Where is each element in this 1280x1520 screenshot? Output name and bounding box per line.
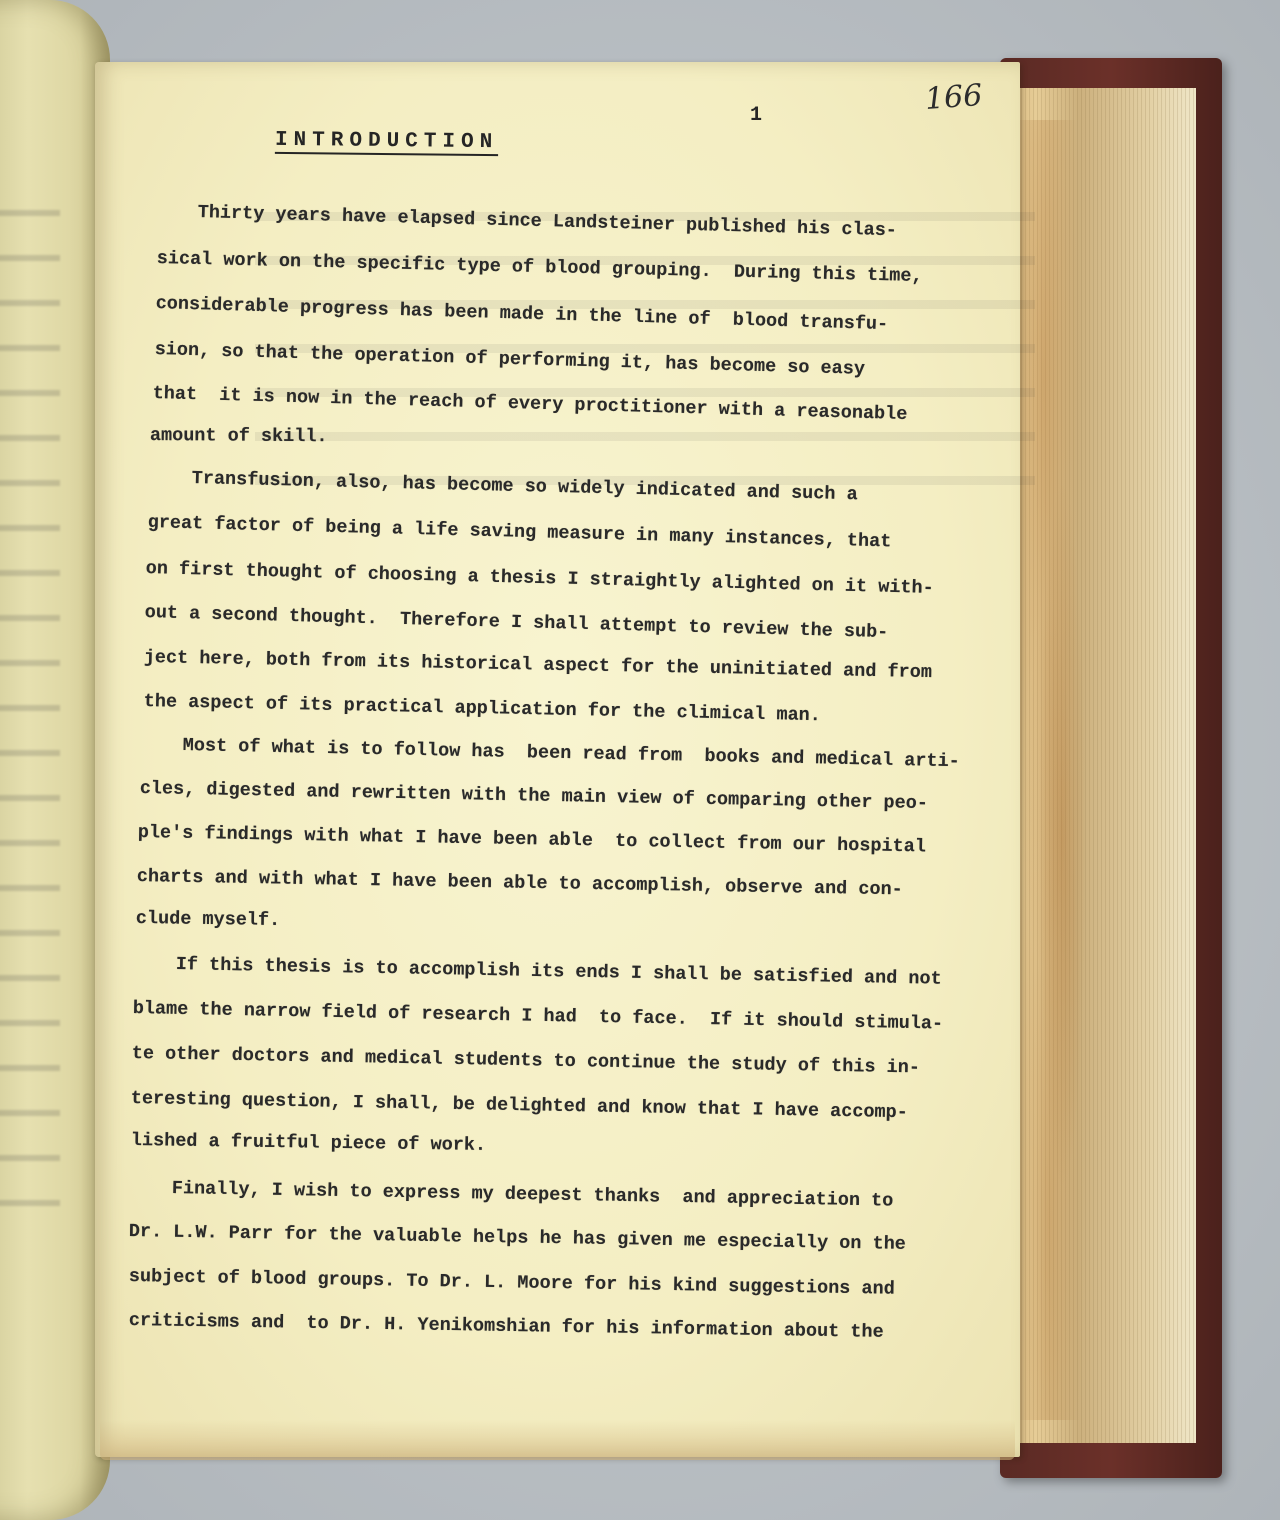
text-line: te other doctors and medical students to continue the study of this in- xyxy=(131,1043,921,1079)
text-line: teresting question, I shall, be delighted and know that I have accomp- xyxy=(130,1088,909,1124)
page-number: 1 xyxy=(750,104,763,127)
text-line: sical work on the specific type of blood grouping. During this time, xyxy=(156,248,923,288)
text-line: out a second thought. Therefore I shall attempt to review the sub- xyxy=(144,602,889,644)
page-title: INTRODUCTION xyxy=(274,128,499,155)
text-line: considerable progress has been made in the line of blood transfu- xyxy=(155,293,889,336)
text-line: on first thought of choosing a thesis I straightly alighted on it with- xyxy=(145,558,934,599)
text-line: clude myself. xyxy=(135,908,281,932)
text-line: blame the narrow field of research I had to face. If it should stimula- xyxy=(132,998,944,1035)
text-line: charts and with what I have been able to accomplish, observe and con- xyxy=(136,866,903,901)
text-line: that it is now in the reach of every proctitioner with a reasonable xyxy=(152,383,908,426)
text-line: cles, digested and rewritten with the main view of comparing other peo- xyxy=(139,778,929,815)
text-line: Thirty years have elapsed since Landsteiner published his clas- xyxy=(197,202,898,242)
text-line: amount of skill. xyxy=(149,425,328,448)
text-line: lished a fruitful piece of work. xyxy=(130,1130,487,1156)
text-line: sion, so that the operation of performing it, has become so easy xyxy=(154,339,866,380)
text-line: Dr. L.W. Parr for the valuable helps he has given me especially on the xyxy=(128,1221,907,1255)
text-line: the aspect of its practical application for the climical man. xyxy=(143,691,822,727)
text-line: ple's findings with what I have been able to collect from our hospital xyxy=(137,822,927,858)
text-line: criticisms and to Dr. H. Yenikomshian for his information about the xyxy=(128,1310,884,1343)
text-line: ject here, both from its historical aspect for the uninitiated and from xyxy=(143,647,933,684)
text-line: If this thesis is to accomplish its ends I shall be satisfied and not xyxy=(175,954,942,990)
text-line: Most of what is to follow has been read from books and medical arti- xyxy=(182,735,960,773)
handwritten-folio-number: 166 xyxy=(923,78,984,117)
text-line: great factor of being a life saving measure in many instances, that xyxy=(147,512,892,553)
text-line: Finally, I wish to express my deepest thanks and appreciation to xyxy=(171,1178,894,1212)
text-line: subject of blood groups. To Dr. L. Moore for his kind suggestions and xyxy=(128,1266,895,1300)
text-line: Transfusion, also, has become so widely indicated and such a xyxy=(191,468,858,506)
